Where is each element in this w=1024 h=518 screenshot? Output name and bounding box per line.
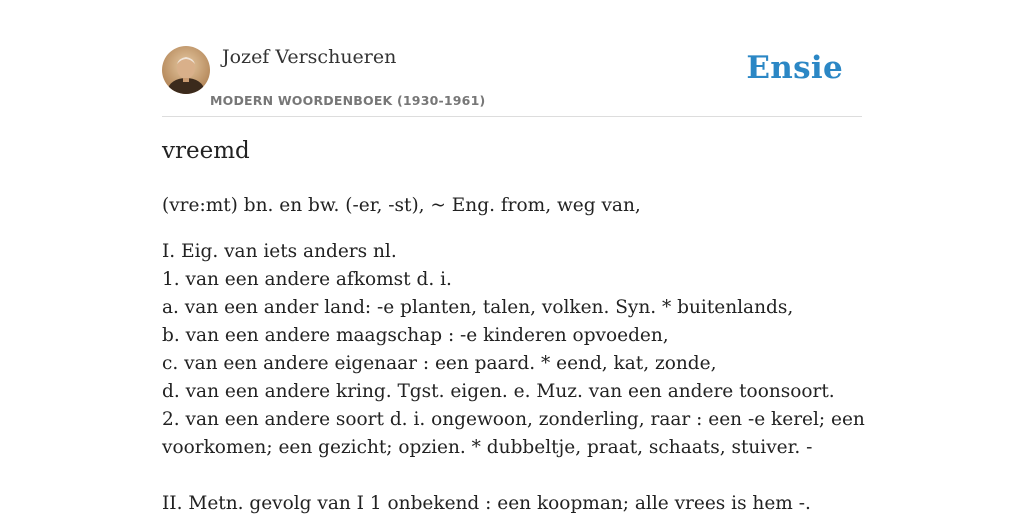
definition-line: a. van een ander land: -e planten, talen, volken. Syn. * buitenlands, — [162, 297, 794, 318]
definition-line: II. Metn. gevolg van I 1 onbekend : een koopman; alle vrees is hem -. — [162, 493, 811, 514]
definition-line: c. van een andere eigenaar : een paard. * eend, kat, zonde, — [162, 353, 717, 374]
definition-line — [162, 462, 865, 490]
author-avatar[interactable] — [162, 46, 210, 94]
definition-line: voorkomen; een gezicht; opzien. * dubbeltje, praat, schaats, stuiver. - — [162, 437, 813, 458]
definition-line: 1. van een andere afkomst d. i. — [162, 269, 452, 290]
definition-line: d. van een andere kring. Tgst. eigen. e. Muz. van een andere toonsoort. — [162, 381, 835, 402]
definition-list — [162, 238, 865, 518]
portrait-photo-icon — [162, 46, 210, 94]
source-dictionary[interactable]: MODERN WOORDENBOEK (1930-1961) — [210, 93, 486, 108]
definition-line: I. Eig. van iets anders nl. — [162, 241, 397, 262]
entry-title: vreemd — [162, 138, 250, 164]
definition-line: b. van een andere maagschap : -e kinderen opvoeden, — [162, 325, 669, 346]
author-name[interactable]: Jozef Verschueren — [222, 46, 397, 68]
definition-line: 2. van een andere soort d. i. ongewoon, zonderling, raar : een -e kerel; een — [162, 409, 865, 430]
entry-header — [162, 44, 862, 117]
pronunciation-line: (vre:mt) bn. en bw. (-er, -st), ~ Eng. from, weg van, — [162, 195, 641, 216]
brand-logo[interactable]: Ensie — [746, 50, 843, 86]
